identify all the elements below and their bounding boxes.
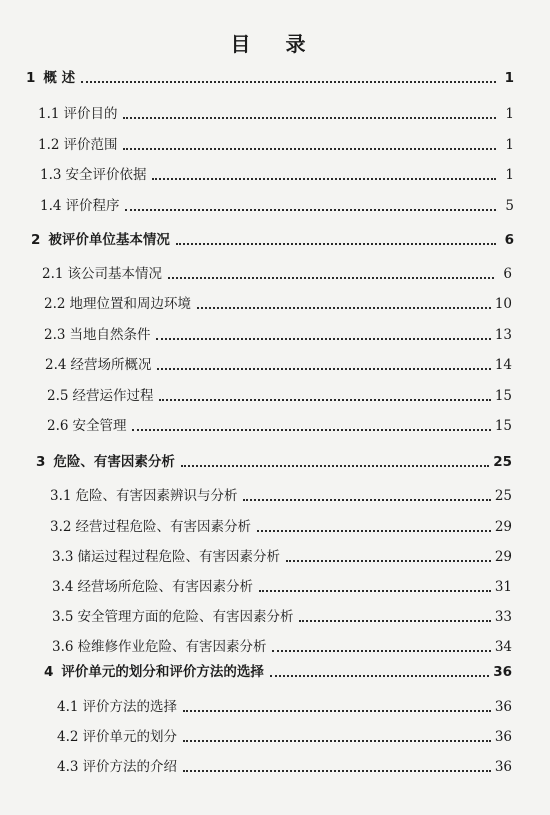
toc-section-entry[interactable]: [50, 486, 512, 506]
toc-entry-number: 1.2: [38, 137, 60, 153]
toc-entry-number: 2.4: [45, 357, 67, 373]
toc-entry-page-number: 34: [494, 639, 512, 655]
toc-entry-number: 4.3: [57, 759, 79, 775]
dot-leader: [270, 675, 489, 677]
toc-section-entry[interactable]: [40, 196, 514, 216]
toc-section-entry[interactable]: [47, 386, 512, 406]
toc-entry-page-number: 36: [494, 759, 512, 775]
toc-entry-number: 1: [26, 70, 36, 86]
toc-entry-page-number: 14: [494, 357, 512, 373]
toc-entry-page-number: 33: [494, 609, 512, 625]
toc-entry-page-number: 31: [494, 579, 512, 595]
toc-section-entry[interactable]: [44, 325, 512, 345]
toc-entry-number: 4.1: [57, 699, 79, 715]
toc-entry-page-number: 1: [505, 106, 514, 122]
dot-leader: [183, 770, 491, 772]
toc-section-entry[interactable]: [45, 355, 512, 375]
toc-entry-number: 3.2: [50, 519, 72, 535]
dot-leader: [159, 399, 490, 401]
toc-entry-number: 1.4: [40, 198, 62, 214]
toc-entry-title: 安全管理方面的危险、有害因素分析: [77, 609, 294, 625]
toc-entry-number: 2.3: [44, 327, 66, 343]
dot-leader: [181, 465, 489, 467]
toc-entry-title: 评价目的: [63, 106, 118, 122]
toc-entry-number: 2: [31, 232, 41, 248]
toc-entry-title: 评价方法的选择: [82, 699, 177, 715]
dot-leader: [168, 277, 494, 279]
toc-section-entry[interactable]: [52, 577, 512, 597]
dot-leader: [183, 740, 491, 742]
toc-section-entry[interactable]: [42, 264, 512, 284]
toc-entry-title: 被评价单位基本情况: [48, 232, 170, 248]
toc-entry-page-number: 1: [504, 70, 514, 86]
toc-entry-title: 评价范围: [63, 137, 118, 153]
toc-entry-page-number: 1: [505, 167, 514, 183]
toc-section-entry[interactable]: [57, 757, 512, 777]
toc-section-entry[interactable]: [38, 135, 514, 155]
toc-entry-page-number: 13: [494, 327, 512, 343]
toc-entry-title: 经营运作过程: [72, 388, 154, 404]
toc-entry-title: 危险、有害因素分析: [53, 454, 175, 470]
toc-entry-number: 4.2: [57, 729, 79, 745]
toc-entry-title: 该公司基本情况: [67, 266, 162, 282]
dot-leader: [243, 499, 490, 501]
toc-entry-title: 评价单元的划分和评价方法的选择: [61, 664, 264, 680]
dot-leader: [299, 620, 490, 622]
dot-leader: [132, 429, 490, 431]
toc-section-entry[interactable]: [52, 547, 512, 567]
dot-leader: [197, 307, 491, 309]
toc-entry-title: 检维修作业危险、有害因素分析: [77, 639, 267, 655]
toc-entry-number: 2.6: [47, 418, 69, 434]
toc-entry-page-number: 6: [504, 232, 514, 248]
toc-entry-title: 评价程序: [65, 198, 120, 214]
toc-section-entry[interactable]: [57, 697, 512, 717]
toc-entry-number: 3.6: [52, 639, 74, 655]
toc-entry-number: 2.2: [44, 296, 66, 312]
toc-entry-title: 安全评价依据: [65, 167, 147, 183]
toc-entry-title: 当地自然条件: [69, 327, 151, 343]
toc-entry-number: 3.5: [52, 609, 74, 625]
toc-entry-page-number: 36: [494, 699, 512, 715]
page-title: 目 录: [230, 32, 320, 56]
toc-entry-page-number: 15: [494, 418, 512, 434]
toc-entry-page-number: 10: [494, 296, 512, 312]
dot-leader: [183, 710, 491, 712]
toc-section-entry[interactable]: [47, 416, 512, 436]
toc-entry-number: 1.1: [38, 106, 60, 122]
toc-entry-title: 危险、有害因素辨识与分析: [75, 488, 238, 504]
toc-entry-number: 2.1: [42, 266, 64, 282]
toc-entry-title: 经营场所危险、有害因素分析: [77, 579, 253, 595]
dot-leader: [272, 650, 490, 652]
dot-leader: [123, 148, 496, 150]
toc-entry-page-number: 36: [493, 664, 512, 680]
dot-leader: [125, 209, 496, 211]
dot-leader: [259, 590, 491, 592]
toc-entry-title: 储运过程过程危险、有害因素分析: [77, 549, 280, 565]
toc-entry-title: 地理位置和周边环境: [69, 296, 191, 312]
toc-entry-page-number: 29: [494, 549, 512, 565]
toc-entry-title: 评价方法的介绍: [82, 759, 177, 775]
toc-entry-number: 4: [44, 664, 54, 680]
toc-entry-number: 3.1: [50, 488, 72, 504]
toc-entry-page-number: 29: [494, 519, 512, 535]
toc-entry-title: 安全管理: [72, 418, 127, 434]
toc-chapter-entry[interactable]: [26, 68, 514, 88]
toc-entry-title: 经营过程危险、有害因素分析: [75, 519, 251, 535]
toc-entry-number: 3.3: [52, 549, 74, 565]
toc-section-entry[interactable]: [44, 294, 512, 314]
dot-leader: [257, 530, 491, 532]
toc-entry-number: 3: [36, 454, 46, 470]
toc-section-entry[interactable]: [40, 165, 514, 185]
toc-entry-number: 2.5: [47, 388, 69, 404]
toc-entry-page-number: 36: [494, 729, 512, 745]
dot-leader: [176, 243, 496, 245]
toc-entry-number: 3.4: [52, 579, 74, 595]
dot-leader: [123, 117, 496, 119]
toc-entry-title: 经营场所概况: [70, 357, 152, 373]
toc-section-entry[interactable]: [52, 637, 512, 657]
toc-entry-page-number: 6: [503, 266, 512, 282]
toc-chapter-entry[interactable]: [44, 662, 512, 682]
toc-entry-title: 概 述: [43, 70, 76, 86]
toc-section-entry[interactable]: [52, 607, 512, 627]
toc-chapter-entry[interactable]: [36, 452, 512, 472]
toc-entry-title: 评价单元的划分: [82, 729, 177, 745]
toc-section-entry[interactable]: [57, 727, 512, 747]
toc-entry-page-number: 25: [493, 454, 512, 470]
toc-section-entry[interactable]: [50, 517, 512, 537]
toc-entry-page-number: 25: [494, 488, 512, 504]
toc-entry-number: 1.3: [40, 167, 62, 183]
toc-entry-page-number: 15: [494, 388, 512, 404]
dot-leader: [286, 560, 491, 562]
toc-section-entry[interactable]: [38, 104, 514, 124]
dot-leader: [157, 368, 490, 370]
dot-leader: [152, 178, 496, 180]
toc-entry-page-number: 5: [505, 198, 514, 214]
dot-leader: [81, 81, 496, 83]
toc-entry-page-number: 1: [505, 137, 514, 153]
toc-chapter-entry[interactable]: [31, 230, 514, 250]
dot-leader: [156, 338, 490, 340]
